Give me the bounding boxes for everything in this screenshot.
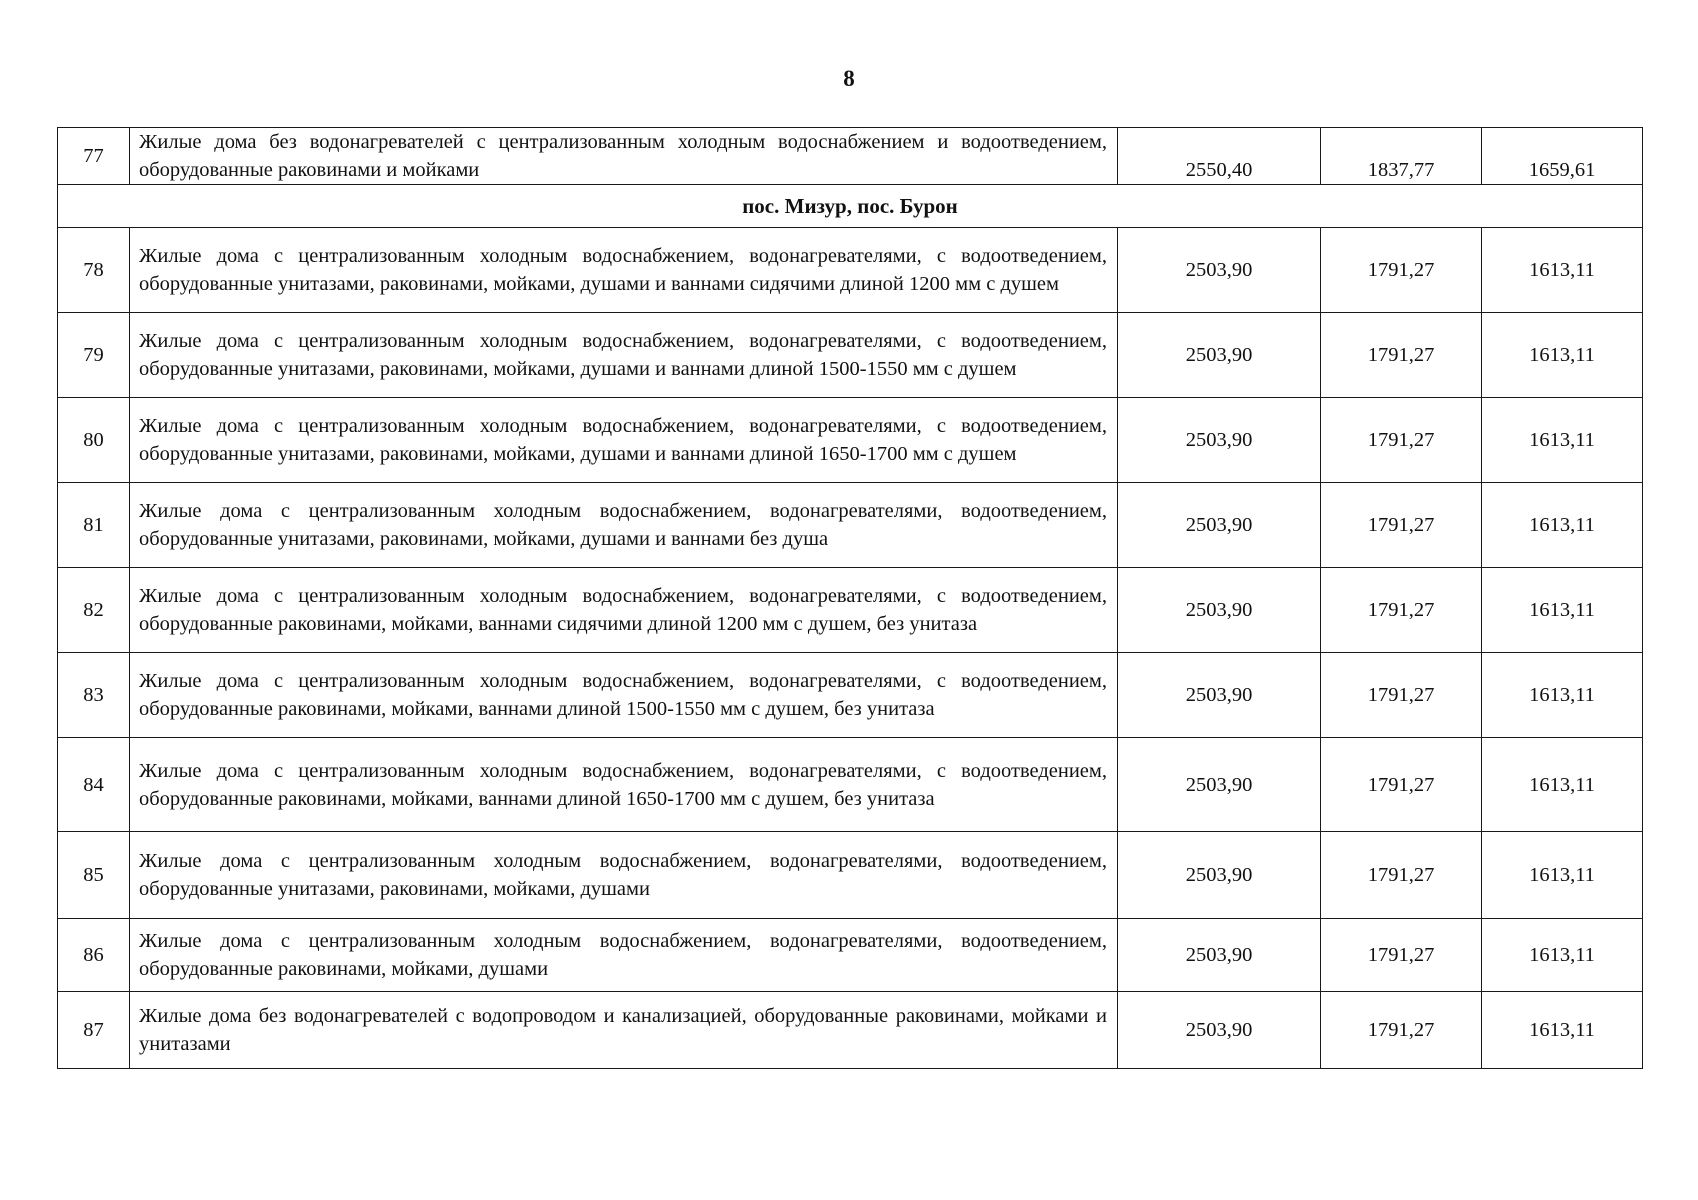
row-value-1: 2503,90 [1118,653,1321,738]
row-value-1: 2503,90 [1118,832,1321,919]
row-value-3: 1613,11 [1482,228,1643,313]
row-description: Жилые дома с централизованным холодным водоснабжением, водонагревателями, водоотведением, оборудованные унитазами, раковинами, мойками, душами и ваннами без душа [130,483,1118,568]
row-value-1: 2503,90 [1118,483,1321,568]
row-value-1: 2503,90 [1118,228,1321,313]
row-value-3: 1659,61 [1482,128,1643,185]
table-row [58,483,1643,568]
row-description: Жилые дома без водонагревателей с централизованным холодным водоснабжением и водоотведением, оборудованные раковинами и мойками [130,128,1118,185]
row-description: Жилые дома с централизованным холодным водоснабжением, водонагревателями, с водоотведением, оборудованные раковинами, мойками, ваннами сидячими длиной 1200 мм с душем, без унитаза [130,568,1118,653]
tariff-table [57,127,1643,1069]
row-number: 79 [58,313,130,398]
row-value-2: 1791,27 [1321,832,1482,919]
row-value-2: 1791,27 [1321,398,1482,483]
row-value-3: 1613,11 [1482,738,1643,832]
row-value-3: 1613,11 [1482,568,1643,653]
section-title: пос. Мизур, пос. Бурон [58,185,1643,228]
row-number: 83 [58,653,130,738]
row-number: 87 [58,992,130,1069]
row-description: Жилые дома с централизованным холодным водоснабжением, водонагревателями, водоотведением, оборудованные унитазами, раковинами, мойками, душами [130,832,1118,919]
table-row [58,568,1643,653]
row-description: Жилые дома с централизованным холодным водоснабжением, водонагревателями, с водоотведением, оборудованные раковинами, мойками, ваннами длиной 1650-1700 мм с душем, без унитаза [130,738,1118,832]
row-value-2: 1791,27 [1321,228,1482,313]
row-value-1: 2503,90 [1118,738,1321,832]
row-value-2: 1791,27 [1321,919,1482,992]
row-number: 80 [58,398,130,483]
row-description: Жилые дома с централизованным холодным водоснабжением, водонагревателями, с водоотведением, оборудованные унитазами, раковинами, мойками, душами и ваннами длиной 1650-1700 мм с душем [130,398,1118,483]
row-description: Жилые дома с централизованным холодным водоснабжением, водонагревателями, водоотведением, оборудованные раковинами, мойками, душами [130,919,1118,992]
row-value-1: 2503,90 [1118,313,1321,398]
row-value-3: 1613,11 [1482,653,1643,738]
row-value-3: 1613,11 [1482,832,1643,919]
table-row [58,992,1643,1069]
row-value-2: 1791,27 [1321,483,1482,568]
table-row [58,228,1643,313]
table-row [58,653,1643,738]
row-description: Жилые дома с централизованным холодным водоснабжением, водонагревателями, с водоотведением, оборудованные унитазами, раковинами, мойками, душами и ваннами сидячими длиной 1200 мм с душем [130,228,1118,313]
row-number: 77 [58,128,130,185]
row-value-3: 1613,11 [1482,313,1643,398]
row-value-3: 1613,11 [1482,992,1643,1069]
row-number: 81 [58,483,130,568]
table-row [58,738,1643,832]
row-value-2: 1837,77 [1321,128,1482,185]
row-number: 85 [58,832,130,919]
row-value-2: 1791,27 [1321,653,1482,738]
row-value-2: 1791,27 [1321,313,1482,398]
row-value-1: 2503,90 [1118,398,1321,483]
row-description: Жилые дома с централизованным холодным водоснабжением, водонагревателями, с водоотведением, оборудованные унитазами, раковинами, мойками, душами и ваннами длиной 1500-1550 мм с душем [130,313,1118,398]
row-description: Жилые дома без водонагревателей с водопроводом и канализацией, оборудованные раковинами, мойками и унитазами [130,992,1118,1069]
row-number: 84 [58,738,130,832]
table-row [58,398,1643,483]
row-number: 82 [58,568,130,653]
row-value-1: 2550,40 [1118,128,1321,185]
row-number: 78 [58,228,130,313]
row-value-1: 2503,90 [1118,919,1321,992]
row-value-2: 1791,27 [1321,568,1482,653]
row-value-2: 1791,27 [1321,738,1482,832]
row-number: 86 [58,919,130,992]
row-value-3: 1613,11 [1482,398,1643,483]
section-row [58,185,1643,228]
row-value-2: 1791,27 [1321,992,1482,1069]
table-row [58,313,1643,398]
table-row [58,919,1643,992]
table-row [58,832,1643,919]
row-value-3: 1613,11 [1482,919,1643,992]
row-value-3: 1613,11 [1482,483,1643,568]
row-value-1: 2503,90 [1118,992,1321,1069]
row-value-1: 2503,90 [1118,568,1321,653]
row-description: Жилые дома с централизованным холодным водоснабжением, водонагревателями, с водоотведением, оборудованные раковинами, мойками, ваннами длиной 1500-1550 мм с душем, без унитаза [130,653,1118,738]
table-row [58,128,1643,185]
page-number: 8 [843,66,855,91]
